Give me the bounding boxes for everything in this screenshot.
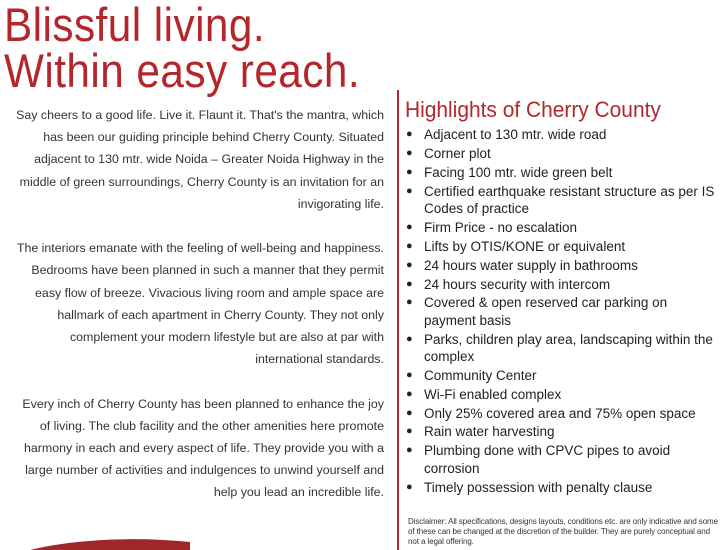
- disclaimer-text: Disclaimer: All specifications, designs layouts, conditions etc. are only indicative and some of these can be changed at the discretion of the builder. They are purely conceptual and not a legal offering.: [408, 517, 718, 546]
- highlight-item: ● Rain water harvesting: [405, 423, 721, 440]
- highlight-item: ● Community Center: [405, 367, 721, 384]
- highlight-item: ● Plumbing done with CPVC pipes to avoid corrosion: [405, 442, 721, 477]
- highlights-title: Highlights of Cherry County: [405, 97, 661, 122]
- headline: [4, 0, 361, 97]
- highlights-list: [405, 126, 721, 496]
- column-divider: [397, 90, 399, 550]
- decorative-swoosh: [30, 536, 190, 550]
- highlight-item: ● 24 hours security with intercom: [405, 276, 721, 293]
- highlight-item: ● Only 25% covered area and 75% open space: [405, 405, 721, 422]
- highlight-item: ● Corner plot: [405, 145, 721, 162]
- highlight-item: ● Parks, children play area, landscaping within the complex: [405, 331, 721, 366]
- highlight-item: ● Covered & open reserved car parking on payment basis: [405, 294, 721, 329]
- intro-text: [10, 104, 384, 526]
- highlight-item: ● Firm Price - no escalation: [405, 219, 721, 236]
- intro-paragraph-2: The interiors emanate with the feeling of well-being and happiness. Bedrooms have been planned in such a manner that they permit easy flow of breeze. Vivacious living room and ample space are hallmark of each apartment in Cherry County. They not only complement your modern lifestyle but are also at par with international standards.: [16, 241, 384, 367]
- highlight-item: ● Adjacent to 130 mtr. wide road: [405, 126, 721, 143]
- highlight-item: ● Certified earthquake resistant structure as per IS Codes of practice: [405, 183, 721, 218]
- highlight-item: ● Timely possession with penalty clause: [405, 479, 721, 496]
- highlight-item: ● 24 hours water supply in bathrooms: [405, 257, 721, 274]
- headline-line-1: Blissful living.: [4, 0, 266, 51]
- highlight-item: ● Wi-Fi enabled complex: [405, 386, 721, 403]
- intro-paragraph-3: Every inch of Cherry County has been planned to enhance the joy of living. The club facility and the other amenities here promote harmony in each and every aspect of life. They provide you with a large number of activities and indulgences to unwind yourself and help you lead an incredible life.: [22, 396, 384, 500]
- highlight-item: ● Lifts by OTIS/KONE or equivalent: [405, 238, 721, 255]
- highlight-item: ● Facing 100 mtr. wide green belt: [405, 164, 721, 181]
- intro-paragraph-1: Say cheers to a good life. Live it. Flaunt it. That's the mantra, which has been our guiding principle behind Cherry County. Situated adjacent to 130 mtr. wide Noida – Greater Noida Highway in the middle of green surroundings, Cherry County is an invitation for an invigorating life.: [16, 108, 384, 211]
- headline-line-2: Within easy reach.: [4, 44, 361, 97]
- highlights-panel: [405, 96, 721, 497]
